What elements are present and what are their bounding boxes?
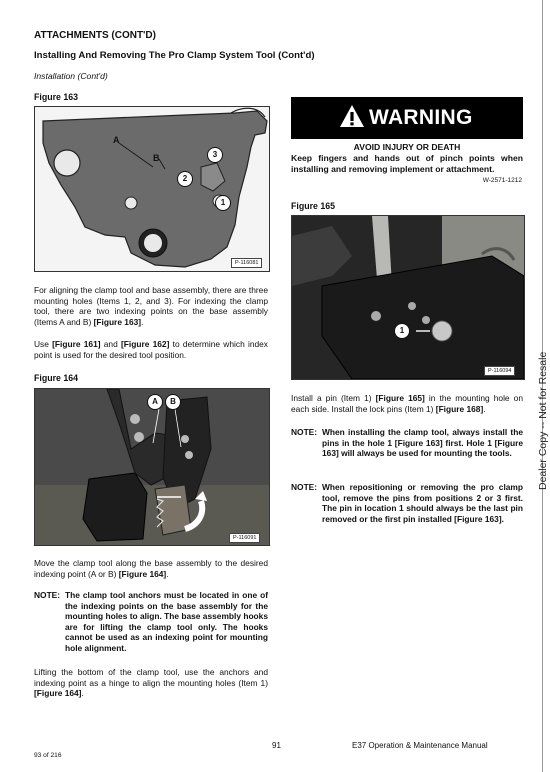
warning-triangle-icon	[339, 104, 365, 128]
warning-text: Keep fingers and hands out of pinch points when installing and removing implement or attachment.	[291, 153, 523, 174]
paragraph-move-clamp: Move the clamp tool along the base assembly to the desired indexing point (A or B) [Figure 164].	[34, 558, 268, 579]
clamp-tool-photo	[35, 389, 269, 545]
manual-title: E37 Operation & Maintenance Manual	[352, 741, 488, 750]
callout-2: 2	[177, 171, 193, 187]
paragraph-lifting: Lifting the bottom of the clamp tool, use the anchors and indexing point as a hinge to align the mounting holes (Item 1) [Figure 164].	[34, 667, 268, 699]
page-number: 91	[272, 741, 281, 750]
figure-165-image	[291, 215, 525, 380]
base-assembly-drawing	[35, 107, 269, 271]
dealer-copy-watermark: Dealer Copy -- Not for Resale	[537, 351, 549, 490]
paragraph-mounting-holes: For aligning the clamp tool and base assembly, there are three mounting holes (Items 1, 2, and 3). For indexing the clamp tool, there are two indexing points on the base assembly (Items A and B) [Figure 163].	[34, 285, 268, 327]
callout-1-165: 1	[394, 323, 410, 339]
note-anchors: NOTE: The clamp tool anchors must be located in one of the indexing points on the base assembly for the mounting holes to align. The base assembly hooks are for lifting the clamp tool only. The hooks cannot be used as an indexing point for mounting hole alignment.	[34, 590, 268, 653]
warning-code: W-2571-1212	[482, 177, 522, 184]
callout-1: 1	[215, 195, 231, 211]
figure-165-part-number: P-116094	[484, 366, 515, 376]
warning-title: WARNING	[369, 106, 473, 129]
warning-header	[291, 97, 523, 139]
callout-a-164: A	[147, 394, 163, 410]
callout-3: 3	[207, 147, 223, 163]
figure-165-label: Figure 165	[291, 201, 336, 211]
figure-164-part-number: P-116091	[229, 533, 260, 543]
warning-subtitle: AVOID INJURY OR DEATH	[353, 142, 461, 152]
section-title: ATTACHMENTS (CONT'D)	[34, 30, 156, 41]
paragraph-index-point: Use [Figure 161] and [Figure 162] to determine which index point is used for the desired tool position.	[34, 339, 268, 360]
paragraph-install-pin: Install a pin (Item 1) [Figure 165] in the mounting hole on each side. Install the lock pins (Item 1) [Figure 168].	[291, 393, 523, 414]
callout-b: B	[153, 153, 160, 163]
subsection-title: Installing And Removing The Pro Clamp System Tool (Cont'd)	[34, 50, 315, 61]
figure-164-image	[34, 388, 270, 546]
note-installing: NOTE: When installing the clamp tool, always install the pins in the hole 1 [Figure 163] first. Hole 1 [Figure 163] will always be used for mounting the tools.	[291, 427, 523, 459]
figure-163-image	[34, 106, 270, 272]
callout-a: A	[113, 135, 120, 145]
pin-install-photo	[292, 216, 524, 379]
callout-b-164: B	[165, 394, 181, 410]
note-repositioning: NOTE: When repositioning or removing the pro clamp tool, remove the pins from positions 2 or 3 first. The pin in location 1 should always be the last pin removed or the first pin installed [Figure 163].	[291, 482, 523, 524]
figure-164-label: Figure 164	[34, 373, 79, 383]
subsubsection-title: Installation (Cont'd)	[34, 71, 108, 81]
page-of-total: 93 of 216	[34, 752, 62, 759]
figure-163-part-number: P-116081	[231, 258, 262, 268]
figure-163-label: Figure 163	[34, 92, 79, 102]
